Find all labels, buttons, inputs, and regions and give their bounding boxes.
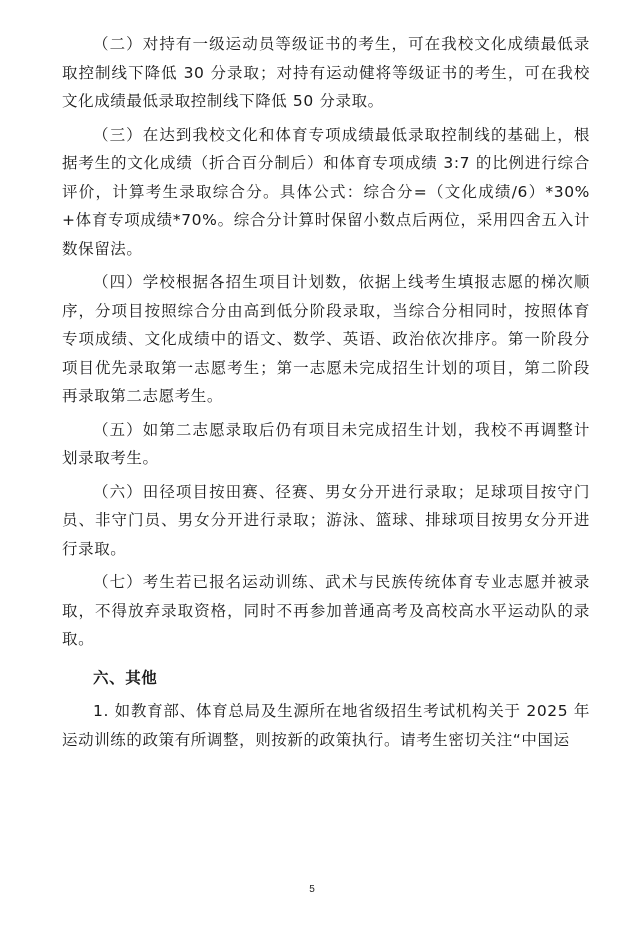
paragraph-composite-score-formula: （三）在达到我校文化和体育专项成绩最低录取控制线的基础上，根据考生的文化成绩（折合百分制后）和体育专项成绩 3:7 的比例进行综合评价，计算考生录取综合分。具体公式：综合分=（文化成绩/6）*30%+体育专项成绩*70%。综合分计算时保留小数点后两位，采用四舍五入计数保留法。	[62, 125, 590, 258]
paragraph-policy-adjustment: 1. 如教育部、体育总局及生源所在地省级招生考试机构关于 2025 年运动训练的政策有所调整，则按新的政策执行。请考生密切关注“中国运	[62, 702, 590, 749]
paragraph-project-admission-rules: （六）田径项目按田赛、径赛、男女分开进行录取；足球项目按守门员、非守门员、男女分开进行录取；游泳、篮球、排球项目按男女分开进行录取。	[62, 482, 590, 558]
paragraph-second-choice-plan: （五）如第二志愿录取后仍有项目未完成招生计划，我校不再调整计划录取考生。	[62, 420, 590, 467]
section-heading-other: 六、其他	[93, 668, 158, 687]
paragraph-no-withdrawal: （七）考生若已报名运动训练、武术与民族传统体育专业志愿并被录取，不得放弃录取资格，同时不再参加普通高考及高校高水平运动队的录取。	[62, 573, 590, 648]
paragraph-level-one-athlete-bonus: （二）对持有一级运动员等级证书的考生，可在我校文化成绩最低录取控制线下降低 30 分录取；对持有运动健将等级证书的考生，可在我校文化成绩最低录取控制线下降低 50 分录取。	[62, 35, 590, 110]
paragraph-admission-order: （四）学校根据各招生项目计划数，依据上线考生填报志愿的梯次顺序，分项目按照综合分由高到低分阶段录取，当综合分相同时，按照体育专项成绩、文化成绩中的语文、数学、英语、政治依次排序。第一阶段分项目优先录取第一志愿考生；第一志愿未完成招生计划的项目，第二阶段再录取第二志愿考生。	[62, 273, 590, 405]
document-page	[62, 30, 590, 759]
page-number: 5	[309, 884, 315, 895]
